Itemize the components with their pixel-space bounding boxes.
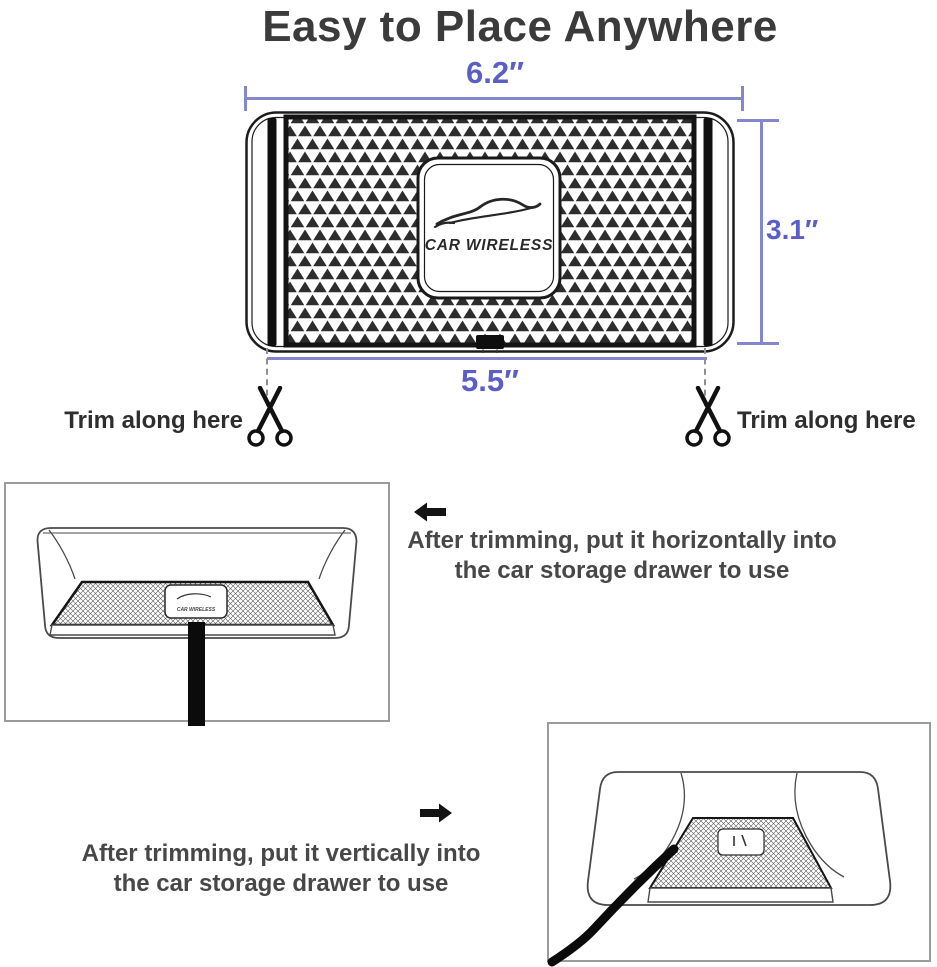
- instruction-horizontal-line1: After trimming, put it horizontally into: [407, 527, 837, 554]
- dimension-side-tick-bottom: [737, 342, 779, 345]
- mat-side-strip-right: [704, 118, 713, 346]
- trim-label-right: Trim along here: [737, 407, 916, 434]
- dimension-top-label: 6.2″: [466, 55, 524, 90]
- instruction-horizontal: [398, 526, 846, 586]
- dimension-bottom-line: [267, 357, 707, 360]
- arrow-left-icon: [412, 501, 446, 523]
- mat-logo-text-small: CAR WIRELESS: [176, 607, 216, 613]
- dimension-top-tick-left: [244, 86, 247, 111]
- mat-side-strip-left: [268, 118, 277, 346]
- usb-cable-strap: [188, 622, 205, 726]
- dimension-top-tick-right: [741, 86, 744, 111]
- instruction-vertical-line1: After trimming, put it vertically into: [81, 840, 481, 867]
- charging-zone-small: [718, 829, 764, 855]
- cable-tab: [476, 335, 504, 349]
- instruction-horizontal-line2: the car storage drawer to use: [454, 557, 790, 584]
- dimension-side-line: [760, 120, 763, 345]
- trim-label-left: Trim along here: [64, 407, 243, 434]
- mat-illustration: [245, 111, 735, 353]
- dimension-side-tick-top: [737, 119, 779, 122]
- charging-zone: [418, 158, 560, 298]
- scissors-icon-left: [246, 386, 294, 448]
- instruction-vertical-line2: the car storage drawer to use: [113, 870, 449, 897]
- page-title: Easy to Place Anywhere: [262, 2, 778, 51]
- charging-zone-small: [165, 585, 227, 618]
- drawer-vertical-illustration: [546, 721, 932, 967]
- dimension-bottom-label: 5.5″: [461, 363, 519, 398]
- instruction-vertical: [50, 839, 512, 899]
- console-front-rim: [648, 888, 833, 902]
- scissors-icon-right: [684, 386, 732, 448]
- dimension-top-line: [245, 97, 744, 100]
- arrow-right-icon: [420, 802, 454, 824]
- mat-logo-text: CAR WIRELESS: [424, 237, 554, 254]
- dimension-side-label: 3.1″: [766, 214, 819, 245]
